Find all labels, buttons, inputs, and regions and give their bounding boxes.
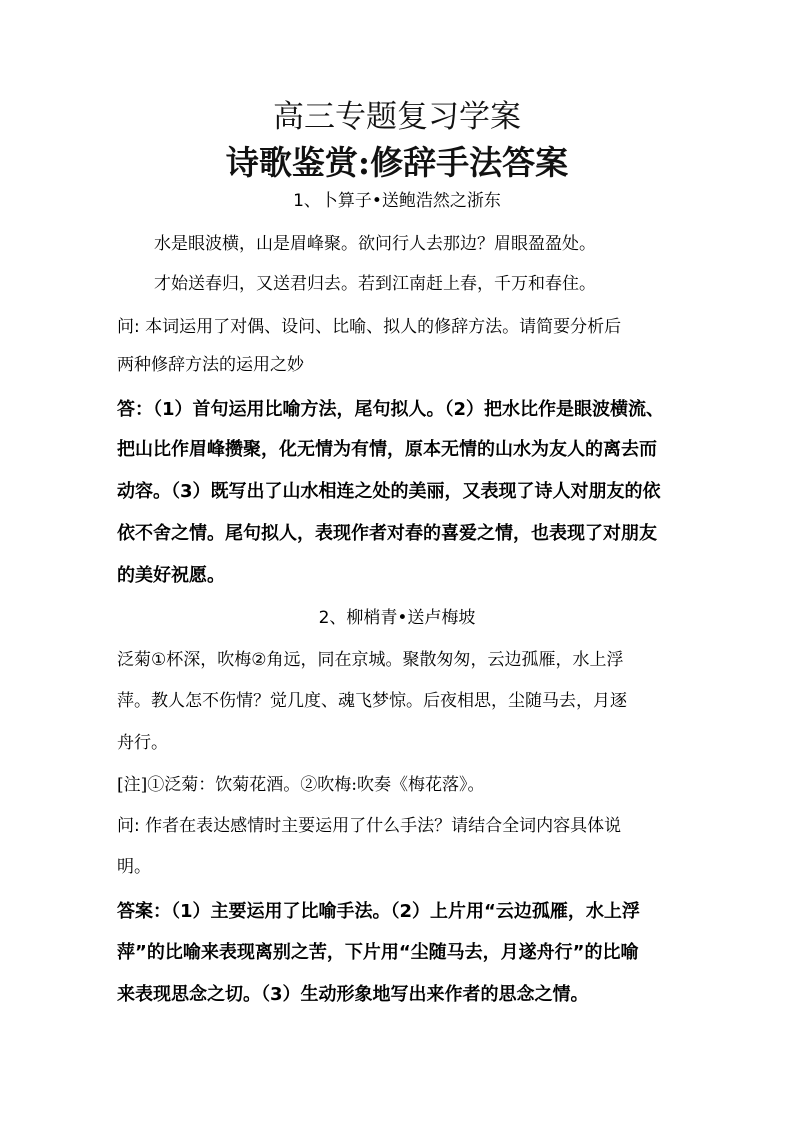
poem1-line-2: 才始送春归，又送君归去。若到江南赶上春，千万和春住。 [154, 274, 596, 294]
document-title: 高三专题复习学案 [273, 99, 521, 135]
answer2-line-1: 答案：（1）主要运用了比喻手法。（2）上片用“云边孤雁，水上浮 [117, 901, 640, 922]
document-subtitle: 诗歌鉴赏:修辞手法答案 [225, 143, 569, 182]
poem2-note: [注]①泛菊：饮菊花酒。②吹梅:吹奏《梅花落》。 [117, 775, 485, 795]
poem2-line-1: 泛菊①杯深，吹梅②角远，同在京城。聚散匆匆，云边孤雁，水上浮 [117, 650, 624, 670]
answer2-line-3: 来表现思念之切。（3）生动形象地写出来作者的思念之情。 [117, 984, 589, 1005]
answer1-line-2: 把山比作眉峰攒聚，化无情为有情，原本无情的山水为友人的离去而 [117, 439, 657, 460]
question2-line-2: 明。 [117, 857, 151, 877]
answer1-line-3: 动容。（3）既写出了山水相连之处的美丽，又表现了诗人对朋友的依 [117, 481, 661, 502]
answer1-line-5: 的美好祝愿。 [117, 565, 225, 586]
question2-line-1: 问: 作者在表达感情时主要运用了什么手法？请结合全词内容具体说 [117, 816, 622, 836]
answer1-line-4: 依不舍之情。尾句拟人，表现作者对春的喜爱之情，也表现了对朋友 [117, 523, 657, 544]
answer1-line-1: 答：（1）首句运用比喻方法，尾句拟人。（2）把水比作是眼波横流、 [117, 399, 665, 420]
question1-line-2: 两种修辞方法的运用之妙 [117, 355, 304, 375]
question1-line-1: 问: 本词运用了对偶、设问、比喻、拟人的修辞方法。请简要分析后 [117, 317, 622, 337]
poem1-heading: 1、卜算子•送鲍浩然之浙东 [293, 191, 501, 211]
poem2-heading: 2、柳梢青•送卢梅坡 [318, 608, 476, 628]
poem1-line-1: 水是眼波横，山是眉峰聚。欲问行人去那边？眉眼盈盈处。 [154, 234, 596, 254]
poem2-line-2: 萍。教人怎不伤情？觉几度、魂飞梦惊。后夜相思，尘随马去，月逐 [117, 691, 627, 711]
poem2-line-3: 舟行。 [117, 733, 168, 753]
answer2-line-2: 萍”的比喻来表现离别之苦，下片用“尘随马去，月遂舟行”的比喻 [117, 942, 639, 963]
